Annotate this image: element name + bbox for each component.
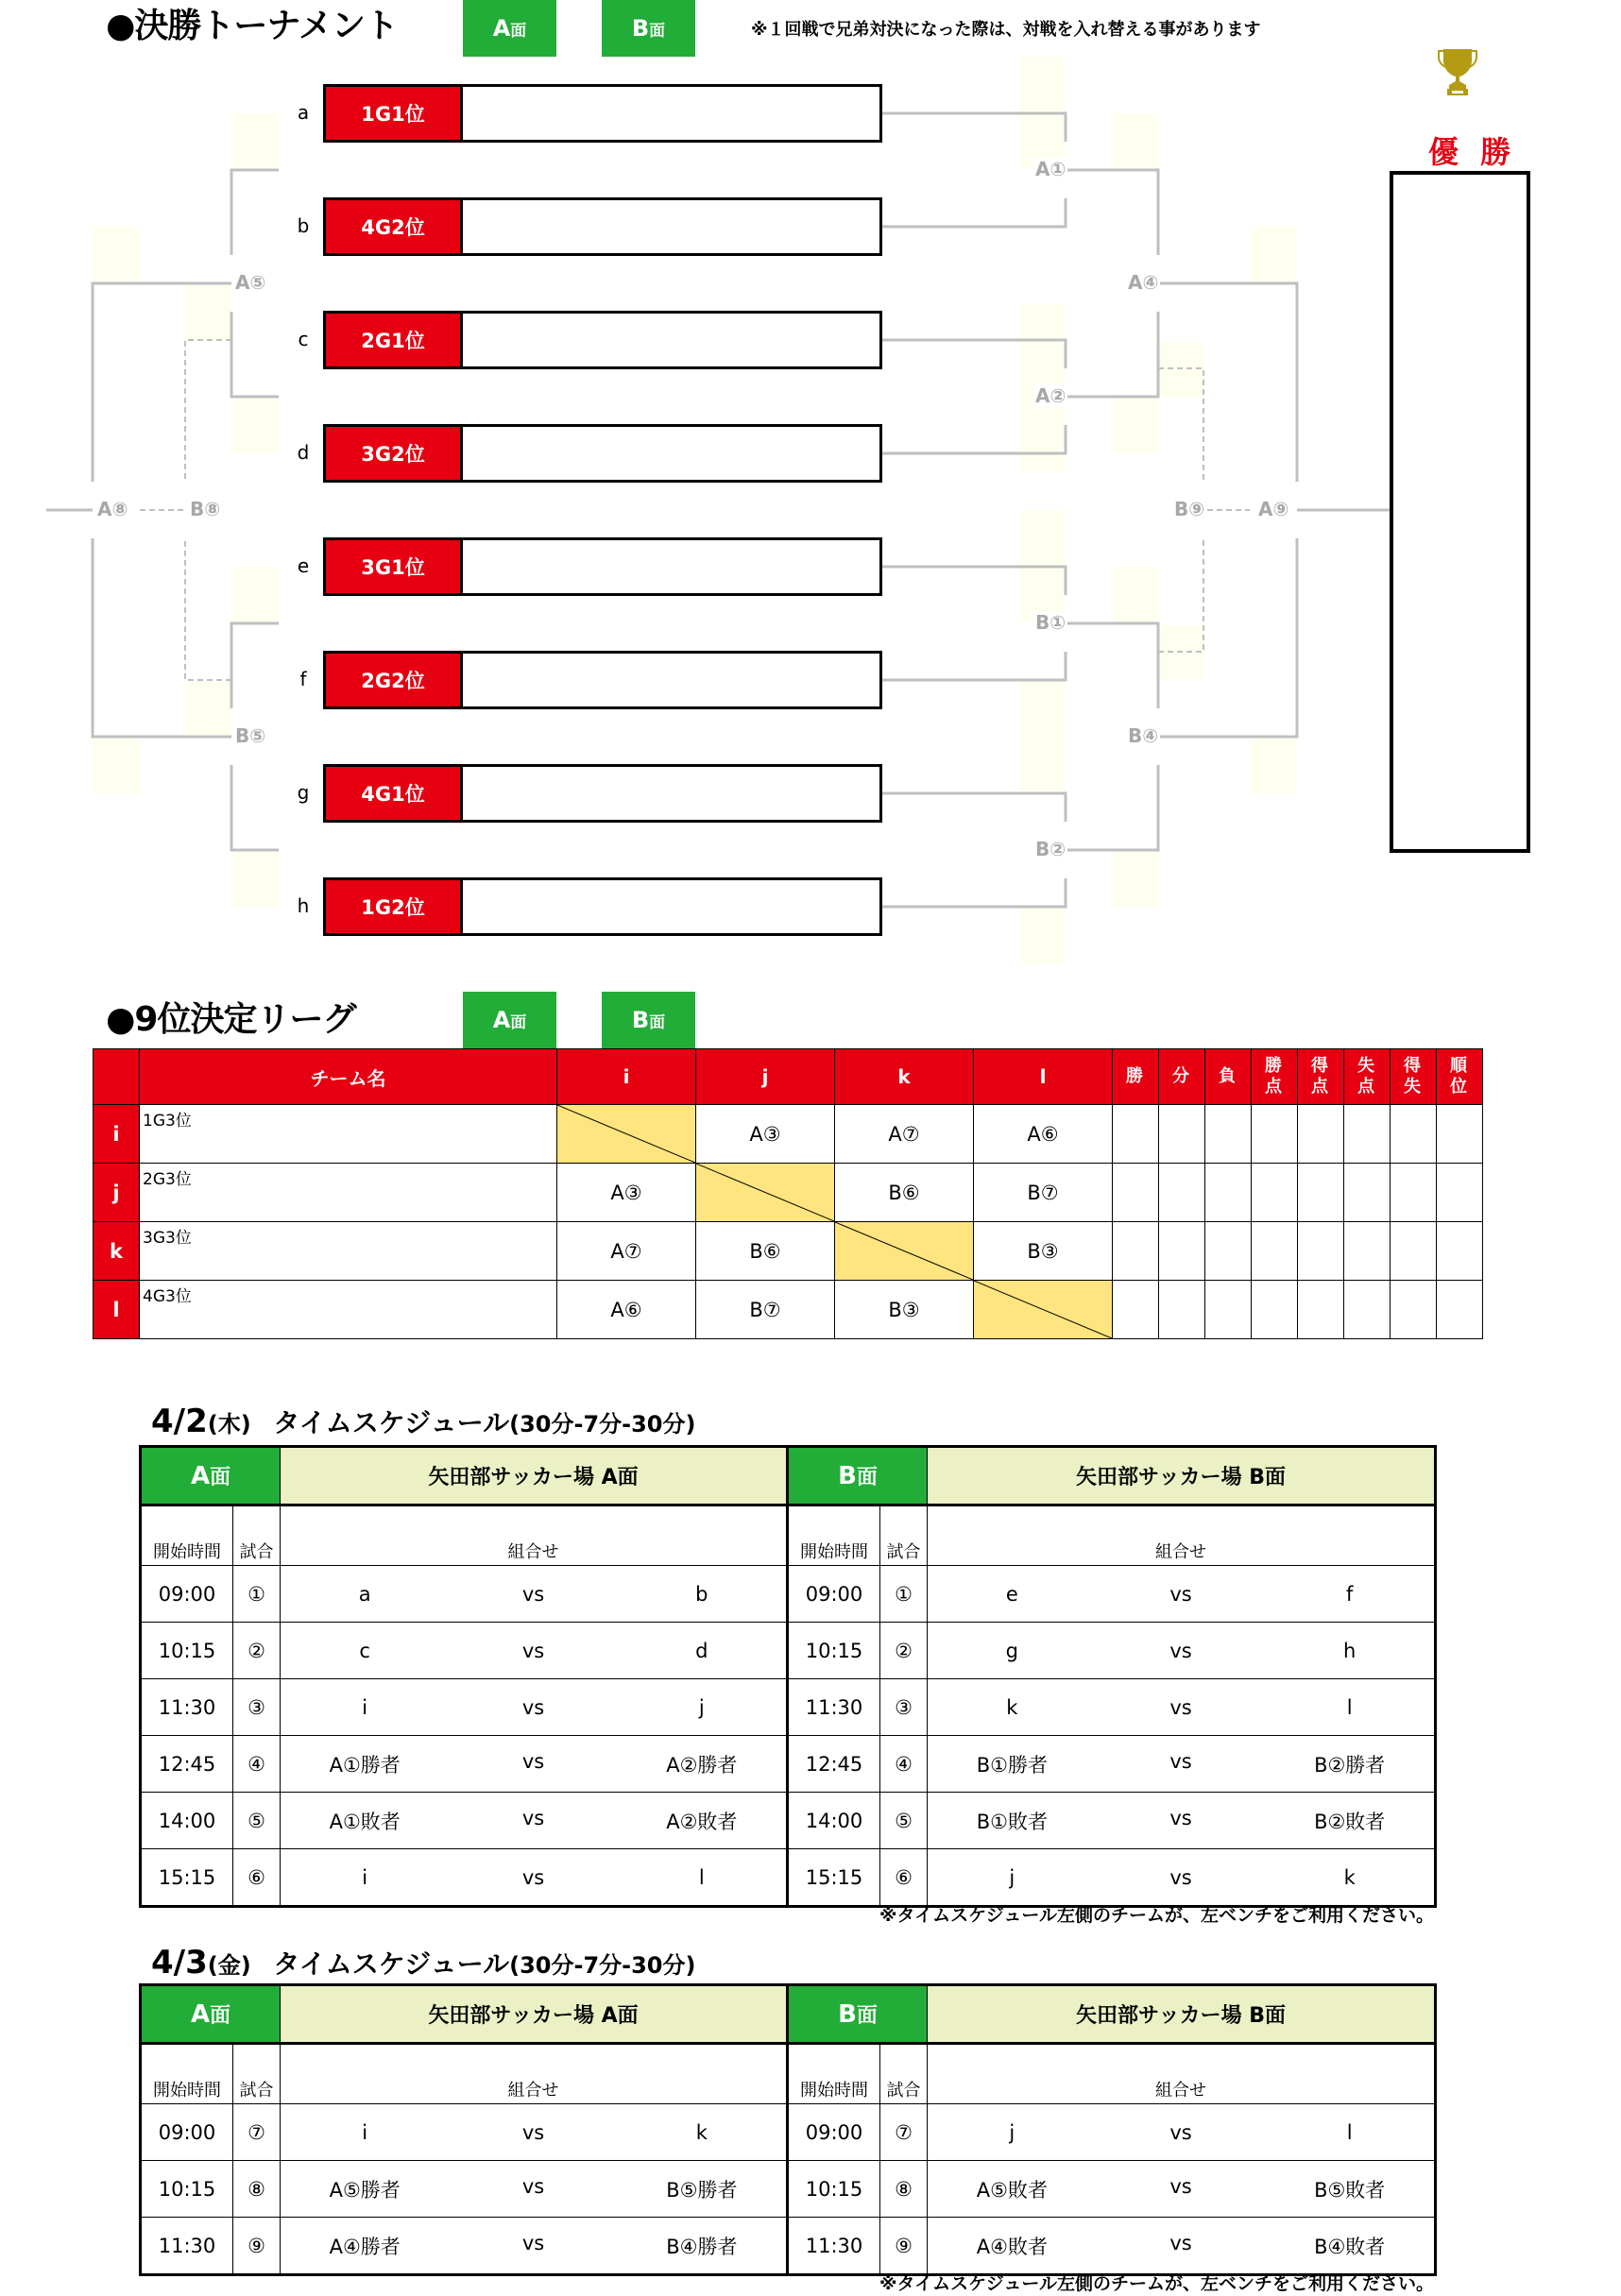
face-b-label: B bbox=[631, 15, 650, 42]
schedule-day1-table bbox=[139, 1445, 1437, 1908]
stat-cell[interactable] bbox=[1159, 1281, 1205, 1339]
slot-letter-h: h bbox=[297, 894, 310, 917]
time: 11:30 bbox=[141, 1679, 233, 1736]
match-no: ⑨ bbox=[233, 2218, 281, 2275]
team-cell[interactable]: 4G3位 bbox=[140, 1281, 557, 1339]
stat-cell[interactable] bbox=[1437, 1105, 1483, 1164]
face-a-label: A bbox=[492, 1007, 511, 1033]
match-label-b8: B⑧ bbox=[190, 498, 221, 520]
matchup: B①敗者 vs B②敗者 bbox=[928, 1793, 1436, 1849]
diagonal-cell bbox=[696, 1164, 835, 1222]
stat-cell[interactable] bbox=[1252, 1164, 1298, 1222]
matchup: j vs k bbox=[928, 1849, 1436, 1907]
time: 10:15 bbox=[141, 1623, 233, 1679]
schedule-row bbox=[141, 1566, 1436, 1623]
time: 14:00 bbox=[141, 1793, 233, 1849]
stat-cell[interactable] bbox=[1205, 1222, 1252, 1281]
match-label-b5: B⑤ bbox=[235, 724, 266, 747]
match-cell: B⑦ bbox=[974, 1164, 1113, 1222]
matchup: A①敗者 vs A②敗者 bbox=[281, 1793, 788, 1849]
matchup: g vs h bbox=[928, 1623, 1436, 1679]
stat-cell[interactable] bbox=[1344, 1281, 1391, 1339]
match-label-a5: A⑤ bbox=[235, 271, 266, 294]
matchup: e vs f bbox=[928, 1566, 1436, 1623]
match-cell: A③ bbox=[557, 1164, 696, 1222]
league-row bbox=[94, 1105, 1483, 1164]
league-face-b-button[interactable] bbox=[602, 992, 695, 1048]
seed-label: 3G2位 bbox=[326, 427, 463, 480]
team-name[interactable] bbox=[463, 654, 879, 706]
match-no: ⑤ bbox=[880, 1793, 928, 1849]
team-name[interactable] bbox=[463, 87, 879, 140]
diagonal-cell bbox=[835, 1222, 974, 1281]
slot-letter-g: g bbox=[297, 781, 310, 804]
match-no: ④ bbox=[880, 1736, 928, 1793]
stat-cell[interactable] bbox=[1391, 1164, 1437, 1222]
match-cell: B⑦ bbox=[696, 1281, 835, 1339]
seed-label: 4G2位 bbox=[326, 200, 463, 253]
time: 09:00 bbox=[141, 2104, 233, 2161]
seed-label: 1G1位 bbox=[326, 87, 463, 140]
schedule-day2-title: 4/3(金) タイムスケジュール(30分-7分-30分) bbox=[151, 1944, 696, 1981]
stat-cell[interactable] bbox=[1344, 1164, 1391, 1222]
match-no: ④ bbox=[233, 1736, 281, 1793]
league-title: ●9位決定リーグ bbox=[106, 1000, 356, 1039]
matchup: k vs l bbox=[928, 1679, 1436, 1736]
schedule-row bbox=[141, 2104, 1436, 2161]
stat-cell[interactable] bbox=[1252, 1281, 1298, 1339]
stat-cell[interactable] bbox=[1298, 1164, 1344, 1222]
diagonal-cell bbox=[557, 1105, 696, 1164]
bracket-lines bbox=[0, 0, 1621, 982]
team-cell[interactable]: 2G3位 bbox=[140, 1164, 557, 1222]
match-no: ① bbox=[880, 1566, 928, 1623]
match-label-a4: A④ bbox=[1128, 271, 1159, 294]
matchup: B①勝者 vs B②勝者 bbox=[928, 1736, 1436, 1793]
stat-cell[interactable] bbox=[1113, 1222, 1159, 1281]
match-no: ⑤ bbox=[233, 1793, 281, 1849]
bench-note-day2: ※タイムスケジュール左側のチームが、左ベンチをご利用ください。 bbox=[879, 2273, 1434, 2294]
slot-letter-b: b bbox=[297, 214, 310, 237]
matchup: i vs j bbox=[281, 1679, 788, 1736]
schedule-subheader-row bbox=[141, 1505, 1436, 1566]
col-pair: 組合せ bbox=[281, 1505, 788, 1566]
schedule-day2-table bbox=[139, 1983, 1437, 2276]
row-id: l bbox=[94, 1281, 140, 1339]
row-id: j bbox=[94, 1164, 140, 1222]
face-b-label: B bbox=[631, 1007, 650, 1033]
match-label-a8: A⑧ bbox=[97, 498, 128, 520]
slot-letter-c: c bbox=[298, 328, 309, 350]
opponent-header-j: j bbox=[696, 1049, 835, 1105]
slot-a[interactable] bbox=[323, 84, 882, 143]
match-no: ⑥ bbox=[880, 1849, 928, 1907]
face-b-header: B面 bbox=[788, 1985, 928, 2044]
schedule-row bbox=[141, 2161, 1436, 2218]
matchup: i vs k bbox=[281, 2104, 788, 2161]
matchup: i vs l bbox=[281, 1849, 788, 1907]
schedule-subheader-row bbox=[141, 2044, 1436, 2104]
col-time: 開始時間 bbox=[788, 2044, 880, 2104]
match-no: ③ bbox=[233, 1679, 281, 1736]
matchup: j vs l bbox=[928, 2104, 1436, 2161]
slot-letter-e: e bbox=[297, 554, 310, 577]
time: 14:00 bbox=[788, 1793, 880, 1849]
seed-label: 2G1位 bbox=[326, 314, 463, 366]
matchup: A⑤敗者 vs B⑤敗者 bbox=[928, 2161, 1436, 2218]
team-name[interactable] bbox=[463, 314, 879, 366]
champion-label: 優 勝 bbox=[1428, 134, 1517, 170]
venue-a: 矢田部サッカー場 A面 bbox=[281, 1447, 788, 1505]
col-match: 試合 bbox=[233, 2044, 281, 2104]
team-name[interactable] bbox=[463, 200, 879, 253]
match-no: ⑦ bbox=[880, 2104, 928, 2161]
stat-cell[interactable] bbox=[1391, 1105, 1437, 1164]
swap-note: ※１回戦で兄弟対決になった際は、対戦を入れ替える事があります bbox=[751, 20, 1261, 40]
time: 10:15 bbox=[141, 2161, 233, 2218]
slot-letter-a: a bbox=[297, 101, 310, 124]
schedule-row bbox=[141, 1679, 1436, 1736]
league-row bbox=[94, 1222, 1483, 1281]
match-no: ③ bbox=[880, 1679, 928, 1736]
team-name[interactable] bbox=[463, 880, 879, 933]
match-cell: B③ bbox=[835, 1281, 974, 1339]
time: 09:00 bbox=[141, 1566, 233, 1623]
schedule-row bbox=[141, 2218, 1436, 2275]
time: 11:30 bbox=[141, 2218, 233, 2275]
matchup: c vs d bbox=[281, 1623, 788, 1679]
venue-a: 矢田部サッカー場 A面 bbox=[281, 1985, 788, 2044]
bench-note-day1: ※タイムスケジュール左側のチームが、左ベンチをご利用ください。 bbox=[879, 1905, 1434, 1926]
slot-letter-d: d bbox=[297, 441, 310, 464]
stat-cell[interactable] bbox=[1159, 1222, 1205, 1281]
time: 11:30 bbox=[788, 1679, 880, 1736]
match-cell: B③ bbox=[974, 1222, 1113, 1281]
time: 12:45 bbox=[141, 1736, 233, 1793]
face-a-suffix: 面 bbox=[510, 21, 527, 41]
stat-cell[interactable] bbox=[1205, 1164, 1252, 1222]
match-label-b4: B④ bbox=[1128, 724, 1159, 747]
row-id: i bbox=[94, 1105, 140, 1164]
face-a-header: A面 bbox=[141, 1985, 281, 2044]
matchup: a vs b bbox=[281, 1566, 788, 1623]
opponent-header-l: l bbox=[974, 1049, 1113, 1105]
stat-cell[interactable] bbox=[1437, 1222, 1483, 1281]
matchup: A④敗者 vs B④敗者 bbox=[928, 2218, 1436, 2275]
stat-cell[interactable] bbox=[1159, 1105, 1205, 1164]
slot-g[interactable] bbox=[323, 764, 882, 823]
time: 10:15 bbox=[788, 1623, 880, 1679]
league-row bbox=[94, 1164, 1483, 1222]
matchup: A⑤勝者 vs B⑤勝者 bbox=[281, 2161, 788, 2218]
match-cell: A③ bbox=[696, 1105, 835, 1164]
match-label-a2: A② bbox=[1035, 384, 1066, 407]
stat-cell[interactable] bbox=[1344, 1105, 1391, 1164]
match-label-a1: A① bbox=[1035, 158, 1066, 180]
stat-cell[interactable] bbox=[1113, 1281, 1159, 1339]
stat-cell[interactable] bbox=[1437, 1164, 1483, 1222]
match-label-b2: B② bbox=[1035, 838, 1066, 860]
time: 15:15 bbox=[141, 1849, 233, 1907]
stat-header-rank: 順 位 bbox=[1437, 1049, 1483, 1105]
face-b-suffix: 面 bbox=[649, 1012, 666, 1032]
slot-d[interactable] bbox=[323, 424, 882, 483]
schedule-row bbox=[141, 1849, 1436, 1907]
schedule-row bbox=[141, 1736, 1436, 1793]
face-a-header: A面 bbox=[141, 1447, 281, 1505]
team-header: チーム名 bbox=[140, 1049, 557, 1105]
col-time: 開始時間 bbox=[141, 2044, 233, 2104]
matchup: A①勝者 vs A②勝者 bbox=[281, 1736, 788, 1793]
stat-cell[interactable] bbox=[1205, 1105, 1252, 1164]
match-no: ⑥ bbox=[233, 1849, 281, 1907]
slot-e[interactable] bbox=[323, 537, 882, 596]
match-no: ② bbox=[233, 1623, 281, 1679]
match-cell: A⑦ bbox=[835, 1105, 974, 1164]
league-header-row bbox=[94, 1049, 1483, 1105]
stat-cell[interactable] bbox=[1391, 1222, 1437, 1281]
stat-cell[interactable] bbox=[1298, 1105, 1344, 1164]
corner-cell bbox=[94, 1049, 140, 1105]
match-cell: A⑥ bbox=[557, 1281, 696, 1339]
opponent-header-k: k bbox=[835, 1049, 974, 1105]
face-b-suffix: 面 bbox=[649, 21, 666, 41]
league-row bbox=[94, 1281, 1483, 1339]
matchup: A④勝者 vs B④勝者 bbox=[281, 2218, 788, 2275]
col-time: 開始時間 bbox=[141, 1505, 233, 1566]
match-label-b9: B⑨ bbox=[1174, 498, 1205, 520]
col-match: 試合 bbox=[233, 1505, 281, 1566]
stat-header-points: 勝 点 bbox=[1252, 1049, 1298, 1105]
stat-cell[interactable] bbox=[1298, 1281, 1344, 1339]
stat-header-losses: 負 bbox=[1205, 1049, 1252, 1105]
row-id: k bbox=[94, 1222, 140, 1281]
time: 15:15 bbox=[788, 1849, 880, 1907]
stat-cell[interactable] bbox=[1252, 1222, 1298, 1281]
stat-cell[interactable] bbox=[1159, 1164, 1205, 1222]
team-name[interactable] bbox=[463, 427, 879, 480]
stat-cell[interactable] bbox=[1344, 1222, 1391, 1281]
match-cell: B⑥ bbox=[696, 1222, 835, 1281]
col-time: 開始時間 bbox=[788, 1505, 880, 1566]
stat-header-goals-against: 失 点 bbox=[1344, 1049, 1391, 1105]
team-cell[interactable]: 1G3位 bbox=[140, 1105, 557, 1164]
match-no: ⑧ bbox=[880, 2161, 928, 2218]
schedule-row bbox=[141, 1623, 1436, 1679]
tournament-title: ●決勝トーナメント bbox=[106, 7, 398, 45]
stat-header-draws: 分 bbox=[1159, 1049, 1205, 1105]
face-b-header: B面 bbox=[788, 1447, 928, 1505]
slot-c[interactable] bbox=[323, 311, 882, 369]
match-no: ② bbox=[880, 1623, 928, 1679]
face-a-label: A bbox=[492, 15, 511, 42]
venue-b: 矢田部サッカー場 B面 bbox=[928, 1447, 1436, 1505]
stat-cell[interactable] bbox=[1298, 1222, 1344, 1281]
league-table bbox=[93, 1048, 1483, 1339]
schedule-header-row bbox=[141, 1447, 1436, 1505]
match-label-a9: A⑨ bbox=[1258, 498, 1289, 520]
seed-label: 4G1位 bbox=[326, 767, 463, 820]
venue-b: 矢田部サッカー場 B面 bbox=[928, 1985, 1436, 2044]
team-name[interactable] bbox=[463, 540, 879, 593]
schedule-header-row bbox=[141, 1985, 1436, 2044]
match-label-b1: B① bbox=[1035, 611, 1066, 634]
match-no: ⑦ bbox=[233, 2104, 281, 2161]
diagonal-cell bbox=[974, 1281, 1113, 1339]
time: 09:00 bbox=[788, 2104, 880, 2161]
seed-label: 3G1位 bbox=[326, 540, 463, 593]
schedule-day1-title: 4/2(木) タイムスケジュール(30分-7分-30分) bbox=[151, 1403, 696, 1440]
league-face-a-button[interactable] bbox=[463, 992, 556, 1048]
team-name[interactable] bbox=[463, 767, 879, 820]
stat-header-goal-diff: 得 失 bbox=[1391, 1049, 1437, 1105]
stat-cell[interactable] bbox=[1113, 1105, 1159, 1164]
match-no: ⑨ bbox=[880, 2218, 928, 2275]
match-no: ① bbox=[233, 1566, 281, 1623]
match-no: ⑧ bbox=[233, 2161, 281, 2218]
time: 12:45 bbox=[788, 1736, 880, 1793]
stat-cell[interactable] bbox=[1437, 1281, 1483, 1339]
time: 10:15 bbox=[788, 2161, 880, 2218]
time: 11:30 bbox=[788, 2218, 880, 2275]
schedule-row bbox=[141, 1793, 1436, 1849]
opponent-header-i: i bbox=[557, 1049, 696, 1105]
col-pair: 組合せ bbox=[928, 2044, 1436, 2104]
col-pair: 組合せ bbox=[281, 2044, 788, 2104]
time: 09:00 bbox=[788, 1566, 880, 1623]
stat-cell[interactable] bbox=[1113, 1164, 1159, 1222]
slot-letter-f: f bbox=[299, 668, 307, 690]
slot-b[interactable] bbox=[323, 197, 882, 256]
face-a-suffix: 面 bbox=[510, 1012, 527, 1032]
col-pair: 組合せ bbox=[928, 1505, 1436, 1566]
stat-cell[interactable] bbox=[1252, 1105, 1298, 1164]
stat-header-wins: 勝 bbox=[1113, 1049, 1159, 1105]
slot-f[interactable] bbox=[323, 651, 882, 709]
col-match: 試合 bbox=[880, 1505, 928, 1566]
col-match: 試合 bbox=[880, 2044, 928, 2104]
match-cell: A⑥ bbox=[974, 1105, 1113, 1164]
seed-label: 1G2位 bbox=[326, 880, 463, 933]
stat-cell[interactable] bbox=[1205, 1281, 1252, 1339]
stat-header-goals-for: 得 点 bbox=[1298, 1049, 1344, 1105]
team-cell[interactable]: 3G3位 bbox=[140, 1222, 557, 1281]
match-cell: A⑦ bbox=[557, 1222, 696, 1281]
seed-label: 2G2位 bbox=[326, 654, 463, 706]
stat-cell[interactable] bbox=[1391, 1281, 1437, 1339]
slot-h[interactable] bbox=[323, 877, 882, 936]
match-cell: B⑥ bbox=[835, 1164, 974, 1222]
